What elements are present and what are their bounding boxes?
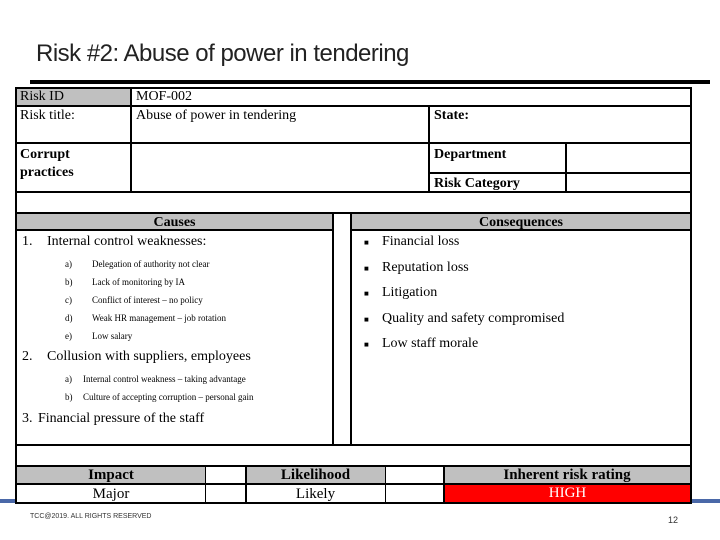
consequence-item <box>364 284 564 310</box>
inherent-risk-label: Inherent risk rating <box>503 467 631 483</box>
divider <box>15 142 692 144</box>
cause-1: Internal control weaknesses: <box>47 234 207 249</box>
risk-title-label: Risk title: <box>20 108 75 123</box>
corrupt-practices-label: Corrupt practices <box>20 147 74 180</box>
cause-letter: b) <box>65 392 73 402</box>
cause-1d: Weak HR management – job rotation <box>92 313 226 323</box>
impact-value: Major <box>92 486 130 502</box>
cause-letter: c) <box>65 295 72 305</box>
consequence-text: Quality and safety compromised <box>382 310 565 326</box>
cause-2: Collusion with suppliers, employees <box>47 349 251 364</box>
risk-title-value: Abuse of power in tendering <box>136 108 297 123</box>
consequence-item <box>364 259 564 285</box>
cause-letter: e) <box>65 331 72 341</box>
divider <box>130 142 132 192</box>
blank-row <box>15 444 692 467</box>
slide-title: Risk #2: Abuse of power in tendering <box>36 40 409 67</box>
divider <box>205 465 206 504</box>
divider <box>565 142 567 192</box>
cause-1c: Conflict of interest – no policy <box>92 295 203 305</box>
consequence-item <box>364 233 564 259</box>
inherent-risk-value: HIGH <box>445 485 690 502</box>
department-label: Department <box>434 147 507 162</box>
divider <box>15 105 692 107</box>
cause-1e: Low salary <box>92 331 133 341</box>
spacer-column <box>332 212 352 446</box>
divider <box>428 105 430 193</box>
bullet-icon: ■ <box>364 289 369 298</box>
divider <box>428 172 692 174</box>
page-number: 12 <box>668 515 679 525</box>
cause-3: Financial pressure of the staff <box>38 411 205 426</box>
title-rule <box>30 80 710 84</box>
cause-1a: Delegation of authority not clear <box>92 259 210 269</box>
divider <box>385 465 386 504</box>
risk-id-value: MOF-002 <box>136 89 193 104</box>
bullet-icon: ■ <box>364 340 369 349</box>
cause-3-number: 3. <box>22 411 33 426</box>
bullet-icon: ■ <box>364 238 369 247</box>
consequence-text: Reputation loss <box>382 259 469 275</box>
cause-letter: a) <box>65 374 72 384</box>
likelihood-value: Likely <box>295 486 336 502</box>
cause-letter: b) <box>65 277 73 287</box>
cause-2b: Culture of accepting corruption – personal gain <box>83 392 254 402</box>
cause-letter: d) <box>65 313 73 323</box>
risk-id-label: Risk ID <box>20 89 64 104</box>
state-label: State: <box>434 108 469 123</box>
cause-1-number: 1. <box>22 234 33 249</box>
likelihood-label: Likelihood <box>280 467 351 483</box>
cause-letter: a) <box>65 259 72 269</box>
blank-row <box>15 191 692 214</box>
consequence-item <box>364 310 564 336</box>
cause-1b: Lack of monitoring by IA <box>92 277 185 287</box>
consequence-text: Financial loss <box>382 234 460 249</box>
bullet-icon: ■ <box>364 263 369 273</box>
consequence-text: Litigation <box>382 285 438 300</box>
causes-heading: Causes <box>17 214 332 231</box>
impact-label: Impact <box>88 467 134 483</box>
cause-2-number: 2. <box>22 349 33 364</box>
consequences-heading: Consequences <box>352 214 690 231</box>
consequence-item <box>364 335 564 361</box>
copyright: TCC@2019. ALL RIGHTS RESERVED <box>30 513 152 520</box>
risk-category-label: Risk Category <box>434 176 520 191</box>
cause-2a: Internal control weakness – taking advantage <box>83 374 246 384</box>
divider <box>130 87 132 143</box>
consequences-list <box>364 233 564 361</box>
bullet-icon: ■ <box>364 314 369 324</box>
consequence-text: Low staff morale <box>382 336 479 351</box>
